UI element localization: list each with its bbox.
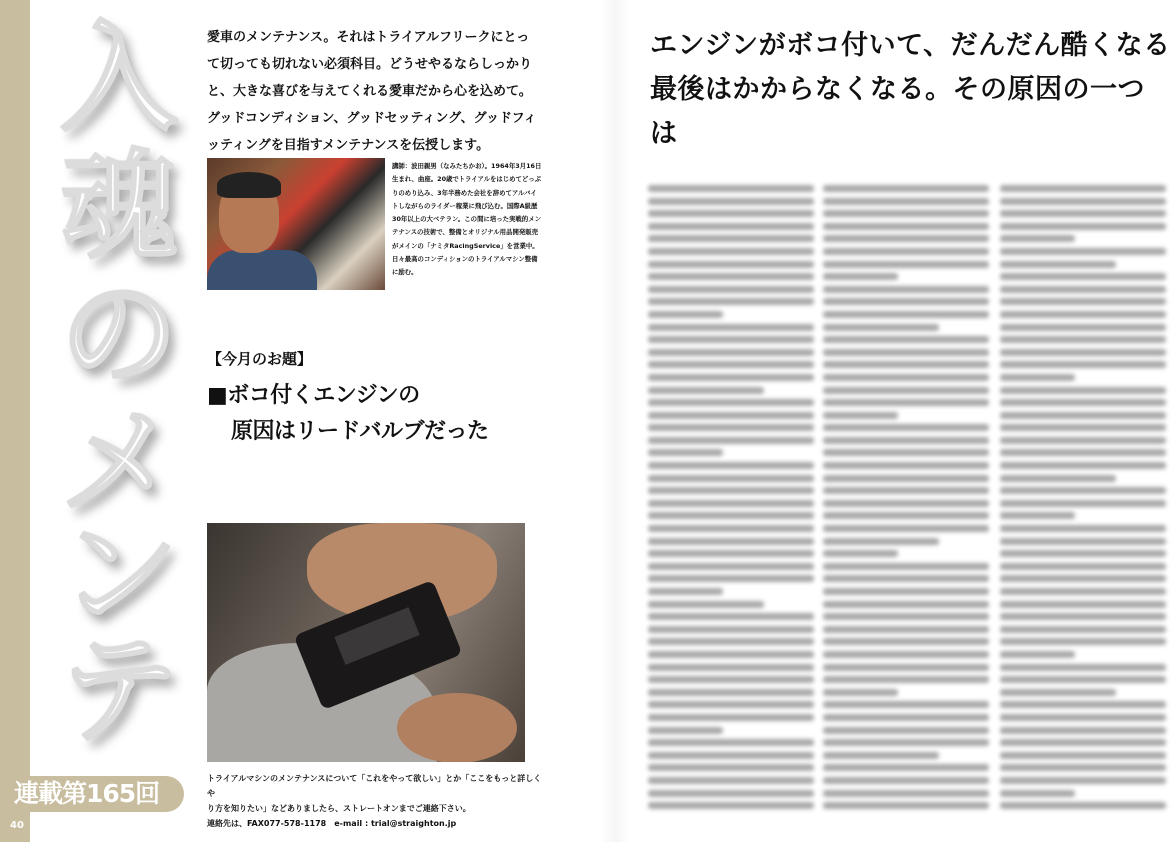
headline-line-2: 原因はリードバルブだった (231, 419, 489, 444)
blurred-text-line (1000, 802, 1166, 809)
blurred-text-line (823, 613, 989, 620)
blurred-text-line (823, 588, 989, 595)
blurred-text-line (648, 538, 814, 545)
blurred-body-column-1 (648, 185, 814, 825)
contact-note (207, 771, 547, 831)
blurred-text-line (648, 588, 723, 595)
blurred-text-line (648, 248, 814, 255)
blurred-text-line (1000, 412, 1166, 419)
blurred-text-line (823, 626, 989, 633)
blurred-text-line (648, 387, 764, 394)
topic-label: 【今月のお題】 (207, 350, 313, 368)
blurred-text-line (823, 475, 989, 482)
blurred-text-line (648, 563, 814, 570)
blurred-text-line (823, 424, 989, 431)
blurred-text-line (1000, 475, 1116, 482)
right-headline-line-1: エンジンがボコ付いて、だんだん酷くなる (650, 30, 1171, 61)
blurred-text-line (648, 802, 814, 809)
blurred-text-line (648, 676, 814, 683)
blurred-text-line (648, 424, 814, 431)
title-char-1: 入 (59, 8, 178, 147)
blurred-text-line (648, 701, 814, 708)
blurred-text-line (648, 664, 814, 671)
big-vertical-title (44, 8, 194, 759)
page-number: 40 (10, 820, 24, 831)
blurred-text-line (648, 512, 814, 519)
photo-shirt-shape (207, 250, 317, 290)
blurred-text-line (1000, 714, 1166, 721)
blurred-text-line (648, 210, 814, 217)
blurred-text-line (823, 449, 989, 456)
blurred-text-line (823, 374, 989, 381)
photo-lower-hand-shape (397, 693, 517, 762)
blurred-text-line (823, 525, 989, 532)
blurred-text-line (648, 235, 814, 242)
blurred-text-line (823, 261, 989, 268)
blurred-text-line (823, 387, 989, 394)
blurred-text-line (648, 449, 723, 456)
contact-note-line-2: り方を知りたい」などありましたら、ストレートオンまでご連絡下さい。 (207, 804, 471, 813)
blurred-text-line (648, 575, 814, 582)
blurred-text-line (823, 638, 989, 645)
right-page-headline (650, 24, 1171, 156)
blurred-text-line (1000, 575, 1166, 582)
title-char-5: ン (59, 504, 178, 643)
blurred-text-line (648, 198, 814, 205)
blurred-body-column-2 (823, 185, 989, 825)
blurred-text-line (1000, 651, 1075, 658)
blurred-text-line (1000, 235, 1075, 242)
blurred-body-column-3 (1000, 185, 1166, 825)
blurred-text-line (1000, 210, 1166, 217)
blurred-text-line (648, 777, 814, 784)
blurred-text-line (1000, 664, 1166, 671)
blurred-text-line (823, 248, 989, 255)
blurred-text-line (1000, 437, 1166, 444)
blurred-text-line (823, 412, 898, 419)
blurred-text-line (823, 777, 989, 784)
blurred-text-line (823, 512, 989, 519)
blurred-text-line (648, 790, 814, 797)
blurred-text-line (648, 349, 814, 356)
blurred-text-line (648, 651, 814, 658)
blurred-text-line (1000, 550, 1166, 557)
blurred-text-line (823, 739, 989, 746)
contact-note-line-1: トライアルマシンのメンテナンスについて「これをやって欲しい」とか「ここをもっと詳しくや (207, 774, 542, 798)
photo-hair-shape (217, 172, 281, 198)
blurred-text-line (648, 739, 814, 746)
blurred-text-line (823, 601, 989, 608)
blurred-text-line (823, 298, 989, 305)
blurred-text-line (1000, 563, 1166, 570)
blurred-text-line (648, 550, 814, 557)
contact-note-line-3: 連絡先は、FAX077-578-1178 e-mail : trial@straighton.jp (207, 819, 457, 828)
blurred-text-line (648, 638, 814, 645)
instructor-bio: 講師：波田親男（なみたちかお）。1964年3月16日生まれ、曲座。20歳でトライアルをはじめてどっぷりのめり込み、3年半務めた会社を辞めてアルバイトしながらのライダー稼業に飛び込む。国際A級歴30年以上の大ベテラン。この間に培った実戦的メンテナンスの技術で、整備とオリジナル用品開発販売がメインの「ナミタRacingService」を営業中。日々最高のコンディションのトライアルマシン整備に励む。 (392, 162, 542, 277)
blurred-text-line (823, 701, 989, 708)
title-char-6: テ (59, 620, 178, 759)
blurred-text-line (648, 437, 814, 444)
blurred-text-line (823, 286, 989, 293)
blurred-text-line (823, 802, 989, 809)
blurred-text-line (1000, 601, 1166, 608)
title-char-4: メ (59, 392, 178, 531)
blurred-text-line (1000, 248, 1166, 255)
blurred-text-line (648, 689, 814, 696)
blurred-text-line (1000, 512, 1075, 519)
blurred-text-line (823, 462, 989, 469)
blurred-text-line (648, 261, 814, 268)
blurred-text-line (1000, 676, 1166, 683)
blurred-text-line (648, 286, 814, 293)
blurred-text-line (648, 764, 814, 771)
blurred-text-line (823, 198, 989, 205)
mechanic-portrait-photo (207, 158, 385, 290)
blurred-text-line (648, 412, 814, 419)
blurred-text-line (1000, 374, 1075, 381)
blurred-text-line (648, 500, 814, 507)
blurred-text-line (1000, 298, 1166, 305)
blurred-text-line (823, 311, 989, 318)
blurred-text-line (1000, 286, 1166, 293)
blurred-text-line (823, 689, 898, 696)
blurred-text-line (823, 223, 989, 230)
blurred-text-line (1000, 273, 1166, 280)
blurred-text-line (648, 475, 814, 482)
blurred-text-line (1000, 324, 1166, 331)
blurred-text-line (1000, 752, 1166, 759)
blurred-text-line (823, 651, 989, 658)
blurred-text-line (823, 664, 989, 671)
blurred-text-line (1000, 387, 1166, 394)
blurred-text-line (823, 361, 989, 368)
title-char-2: 魂 (59, 136, 178, 275)
blurred-text-line (823, 790, 989, 797)
blurred-text-line (823, 764, 989, 771)
blurred-text-line (823, 538, 939, 545)
blurred-text-line (1000, 727, 1166, 734)
blurred-text-line (1000, 198, 1166, 205)
blurred-text-line (1000, 689, 1116, 696)
article-headline (207, 378, 489, 450)
page-spine-shadow (600, 0, 630, 842)
blurred-text-line (823, 235, 989, 242)
blurred-text-line (648, 601, 764, 608)
blurred-text-line (648, 462, 814, 469)
blurred-text-line (1000, 790, 1075, 797)
blurred-text-line (648, 223, 814, 230)
blurred-text-line (1000, 424, 1166, 431)
side-accent-band (0, 0, 30, 842)
headline-line-1: ■ボコ付くエンジンの (207, 383, 420, 408)
blurred-text-line (1000, 588, 1166, 595)
blurred-text-line (648, 613, 814, 620)
blurred-text-line (1000, 538, 1166, 545)
blurred-text-line (823, 210, 989, 217)
blurred-text-line (648, 361, 814, 368)
blurred-text-line (1000, 626, 1166, 633)
blurred-text-line (648, 374, 814, 381)
blurred-text-line (823, 550, 898, 557)
blurred-text-line (1000, 349, 1166, 356)
blurred-text-line (648, 399, 814, 406)
blurred-text-line (648, 336, 814, 343)
blurred-text-line (648, 185, 814, 192)
blurred-text-line (1000, 638, 1166, 645)
blurred-text-line (1000, 311, 1166, 318)
lead-paragraph: 愛車のメンテナンス。それはトライアルフリークにとって切っても切れない必須科目。どうせやるならしっかりと、大きな喜びを与えてくれる愛車だから心を込めて。グッドコンディション、グッドセッティング、グッドフィッティングを目指すメンテナンスを伝授します。 (207, 30, 537, 153)
blurred-text-line (648, 626, 814, 633)
blurred-text-line (823, 500, 989, 507)
blurred-text-line (1000, 223, 1166, 230)
right-headline-line-2: 最後はかからなくなる。その原因の一つは (650, 74, 1145, 149)
blurred-text-line (648, 311, 723, 318)
blurred-text-line (648, 752, 814, 759)
blurred-text-line (1000, 739, 1166, 746)
blurred-text-line (1000, 462, 1166, 469)
blurred-text-line (648, 525, 814, 532)
title-char-3: の (59, 264, 178, 403)
blurred-text-line (823, 487, 989, 494)
blurred-text-line (823, 336, 989, 343)
blurred-text-line (1000, 613, 1166, 620)
blurred-text-line (823, 676, 989, 683)
blurred-text-line (823, 727, 989, 734)
blurred-text-line (648, 727, 723, 734)
blurred-text-line (823, 273, 898, 280)
blurred-text-line (1000, 487, 1166, 494)
blurred-text-line (648, 487, 814, 494)
blurred-text-line (1000, 777, 1166, 784)
blurred-text-line (1000, 449, 1166, 456)
blurred-text-line (1000, 336, 1166, 343)
series-number-badge: 連載第165回 (6, 776, 184, 812)
blurred-text-line (823, 752, 939, 759)
blurred-text-line (1000, 500, 1166, 507)
blurred-text-line (648, 324, 814, 331)
blurred-text-line (1000, 185, 1166, 192)
blurred-text-line (1000, 399, 1166, 406)
blurred-text-line (823, 575, 989, 582)
blurred-text-line (1000, 525, 1166, 532)
blurred-text-line (1000, 361, 1166, 368)
blurred-text-line (1000, 261, 1116, 268)
blurred-text-line (648, 714, 814, 721)
blurred-text-line (823, 349, 989, 356)
blurred-text-line (648, 273, 814, 280)
blurred-text-line (823, 437, 989, 444)
blurred-text-line (823, 563, 989, 570)
reed-valve-photo (207, 523, 525, 762)
blurred-text-line (1000, 701, 1166, 708)
blurred-text-line (1000, 764, 1166, 771)
blurred-text-line (823, 399, 989, 406)
blurred-text-line (823, 185, 989, 192)
blurred-text-line (823, 714, 989, 721)
blurred-text-line (648, 298, 814, 305)
blurred-text-line (823, 324, 939, 331)
